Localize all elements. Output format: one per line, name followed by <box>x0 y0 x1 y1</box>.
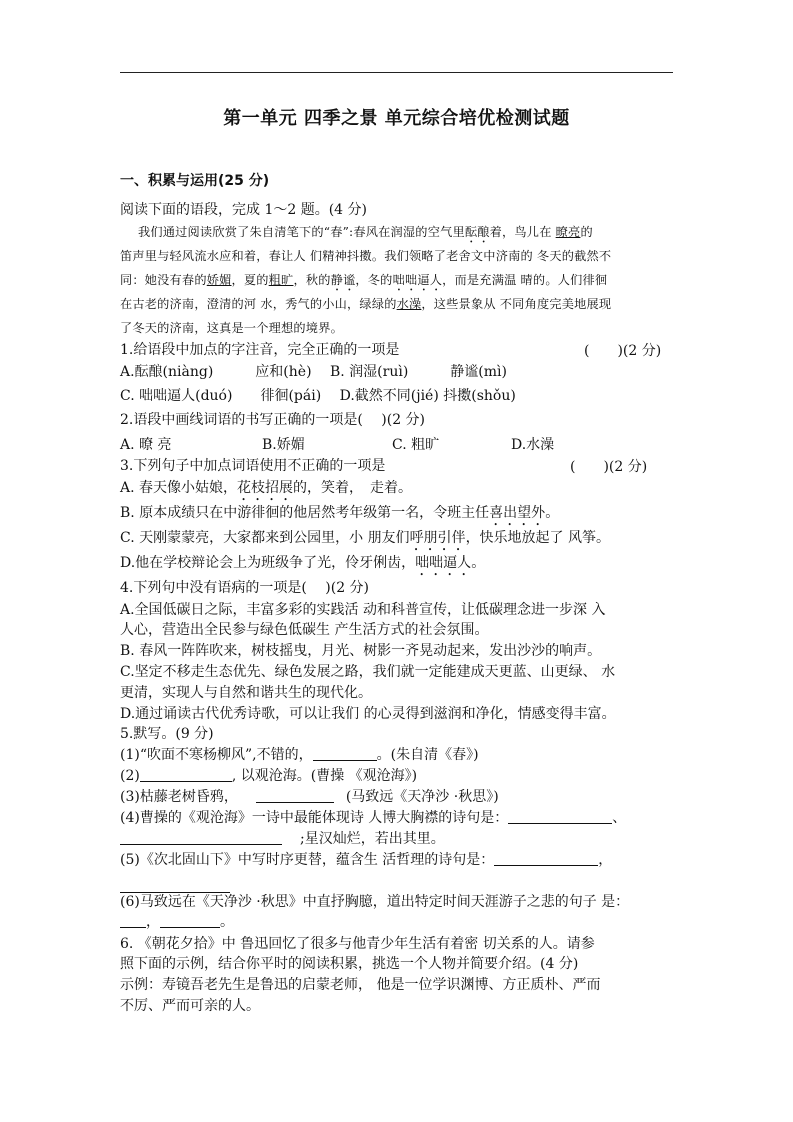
q6-line-2: 照下面的示例，结合你平时的阅读积累，挑选一个人物并简要介绍。(4 分) <box>120 956 579 972</box>
answer-blank[interactable] <box>508 809 612 824</box>
q3-option-d: D.他在学校辩论会上为班级争了光，伶牙俐齿，咄咄逼人。 <box>120 555 486 571</box>
q4-option-d: D.通过诵读古代优秀诗歌，可以让我们 的心灵得到滋润和净化，情感变得丰富。 <box>120 706 616 722</box>
answer-blank[interactable] <box>120 878 230 893</box>
q5-item-1: (1)“吹面不寒杨柳风”,不错的， 。(朱自清《春》) <box>120 747 479 763</box>
q2-option-d: D.水澡 <box>511 437 555 453</box>
q4-option-c-line2: 更清，实现人与自然和谐共生的现代化。 <box>120 685 372 701</box>
passage-line-5: 了冬天的济南，这真是一个理想的境界。 <box>120 321 343 335</box>
q3-option-c: C. 天刚蒙蒙亮，大家都来到公园里，小 朋友们呼朋引伴，快乐地放起了 风筝。 <box>120 530 611 546</box>
q1-stem: 1.给语段中加点的字注音，完全正确的一项是 <box>120 342 400 358</box>
passage-line-2: 笛声里与轻风流水应和着，春让人 们精神抖擞。我们领略了老舍文中济南的 冬天的截然不 <box>120 249 612 263</box>
q3-option-b: B. 原本成绩只在中游徘徊的他居然考年级第一名，令班主任喜出望外。 <box>120 505 560 521</box>
answer-blank[interactable] <box>120 830 282 845</box>
q2-option-c: C. 粗旷 <box>392 437 440 453</box>
q4-option-b: B. 春风一阵阵吹来，树枝摇曳，月光、树影一齐晃动起来，发出沙沙的响声。 <box>120 643 602 659</box>
answer-blank[interactable] <box>313 746 377 761</box>
passage-line-1: 我们通过阅读欣赏了朱自清笔下的“春”:春风在润湿的空气里酝酿着，鸟儿在 暸亮的 <box>138 225 593 239</box>
q3-option-a: A. 春天像小姑娘，花枝招展的，笑着， 走着。 <box>120 480 413 496</box>
answer-blank[interactable] <box>160 913 220 928</box>
q5-item-2: (2) , 以观沧海。(曹操 《观沧海》) <box>120 768 418 784</box>
header-rule <box>120 72 673 73</box>
section-heading: 一、积累与运用(25 分) <box>120 173 270 189</box>
q1-options-ab: A.酝酿(niàng) 应和(hè) B. 润湿(ruì) 静谧(mì) <box>120 364 507 380</box>
passage-line-4: 在古老的济南，澄清的河 水，秀气的小山，绿绿的水澡，这些景象从 不同角度完美地展现 <box>120 297 612 311</box>
answer-blank[interactable] <box>494 851 598 866</box>
passage-line-3: 同：她没有春的娇媚，夏的粗旷，秋的静谧，冬的咄咄逼人，而是充满温 晴的。人们徘徊 <box>120 273 608 287</box>
q3-stem: 3.下列句子中加点词语使用不正确的一项是 <box>120 458 386 474</box>
q5-item-6-cont: ， 。 <box>120 912 234 932</box>
q6-line-1: 6. 《朝花夕拾》中 鲁迅回忆了很多与他青少年生活有着密 切关系的人。请参 <box>120 936 595 952</box>
q2-option-a: A. 暸 亮 <box>120 437 172 453</box>
q4-option-c-line1: C.坚定不移走生态优先、绿色发展之路，我们就一定能建成天更蓝、山更绿、 水 <box>120 664 616 680</box>
q2-option-b: B.娇媚 <box>262 437 305 453</box>
q5-item-5: (5)《次北固山下》中写时序更替，蕴含生 活哲理的诗句是： ， <box>120 852 613 868</box>
q5-item-4: (4)曹操的《观沧海》一诗中最能体现诗 人博大胸襟的诗句是： 、 <box>120 810 627 826</box>
q6-example-line-2: 不厉、严而可亲的人。 <box>120 998 260 1014</box>
answer-blank[interactable] <box>120 913 146 928</box>
q1-options-cd: C. 咄咄逼人(duó) 徘徊(pái) D.截然不同(jié) 抖擞(shǒu) <box>120 388 516 404</box>
answer-blank[interactable] <box>256 788 334 803</box>
q5-item-3: (3)枯藤老树昏鸦， (马致远《天净沙 ·秋思》) <box>120 789 499 805</box>
q5-stem: 5.默写。(9 分) <box>120 726 214 742</box>
page-title: 第一单元 四季之景 单元综合培优检测试题 <box>223 108 570 129</box>
q4-option-a-line1: A.全国低碳日之际，丰富多彩的实践活 动和科普宣传，让低碳理念进一步深 入 <box>120 602 606 618</box>
reading-intro: 阅读下面的语段，完成 1～2 题。(4 分) <box>120 202 367 218</box>
q3-score: ( )(2 分) <box>570 459 648 475</box>
q1-score: ( )(2 分) <box>584 343 662 359</box>
q5-item-6: (6)马致远在《天净沙 ·秋思》中直抒胸臆，道出特定时间天涯游子之悲的句子 是： <box>120 894 630 910</box>
q5-item-4-cont: ;星汉灿烂，若出其里。 <box>120 829 445 849</box>
q4-stem: 4.下列句中没有语病的一项是( )(2 分) <box>120 580 370 596</box>
answer-blank[interactable] <box>140 767 232 782</box>
q6-example-line-1: 示例：寿镜吾老先生是鲁迅的启蒙老师， 他是一位学识渊博、方正质朴、严而 <box>120 977 601 993</box>
q4-option-a-line2: 人心，营造出全民参与绿色低碳生 产生活方式的社会氛围。 <box>120 622 489 638</box>
q2-stem: 2.语段中画线词语的书写正确的一项是( )(2 分) <box>120 412 426 428</box>
